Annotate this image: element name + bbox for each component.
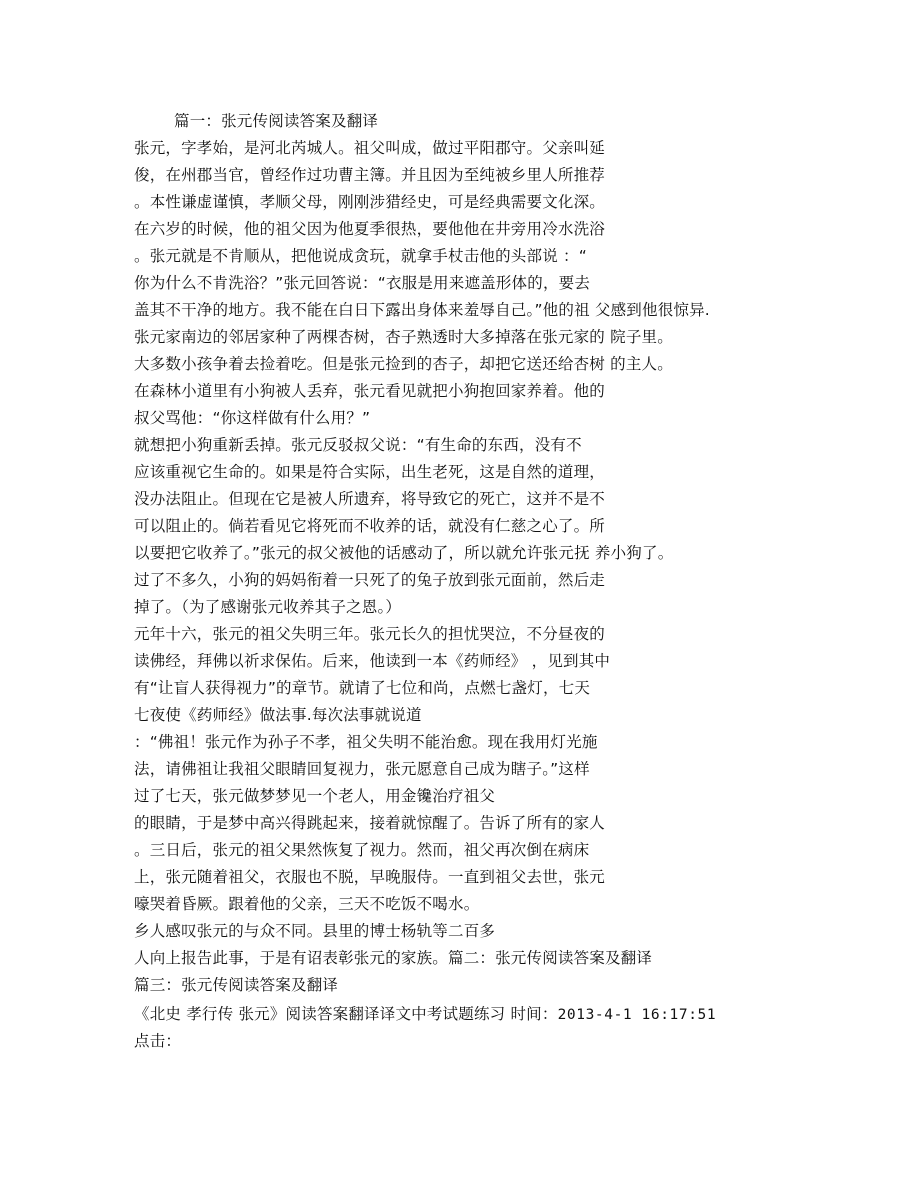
body-line: 。张元就是不肯顺从，把他说成贪玩，就拿手杖击他的头部说 ：“ [134, 247, 587, 265]
body-line: 盖其不干净的地方。我不能在白日下露出身体来羞辱自己。”他的祖 父感到他很惊异. [134, 301, 710, 319]
body-line: 的眼睛，于是梦中高兴得跳起来，接着就惊醒了。告诉了所有的家人 [134, 814, 606, 832]
body-line: 在六岁的时候，他的祖父因为他夏季很热，要他他在井旁用冷水洗浴 [134, 220, 606, 238]
body-line: 你为什么不肯洗浴？”张元回答说：“衣服是用来遮盖形体的，要去 [134, 274, 591, 292]
body-line: 叔父骂他：“你这样做有什么用？” [134, 409, 371, 427]
body-line: 读佛经，拜佛以祈求保佑。后来，他读到一本《药师经》 ，见到其中 [134, 652, 611, 670]
body-line: 法，请佛祖让我祖父眼睛回复视力，张元愿意自己成为瞎子。”这样 [134, 760, 590, 778]
body-line: 有“让盲人获得视力”的章节。就请了七位和尚，点燃七盏灯，七天 [134, 679, 591, 697]
body-line: 掉了。（为了感谢张元收养其子之恩。） [134, 598, 402, 616]
body-line: 张元，字孝始，是河北芮城人。祖父叫成，做过平阳郡守。父亲叫延 [134, 139, 606, 157]
body-line: 就想把小狗重新丢掉。张元反驳叔父说：“有生命的东西，没有不 [134, 436, 582, 454]
body-line: 大多数小孩争着去捡着吃。但是张元捡到的杏子，却把它送还给杏树 的主人。 [134, 355, 673, 373]
body-line: 过了不多久，小狗的妈妈衔着一只死了的兔子放到张元面前，然后走 [134, 571, 606, 589]
clicks-label: 点击： [134, 1032, 182, 1050]
body-line: 。三日后，张元的祖父果然恢复了视力。然而，祖父再次倒在病床 [134, 841, 590, 859]
body-line: 没办法阻止。但现在它是被人所遗弃，将导致它的死亡，这并不是不 [134, 490, 606, 508]
body-line: 人向上报告此事，于是有诏表彰张元的家族。篇二：张元传阅读答案及翻译 [134, 949, 653, 967]
body-line: 张元家南边的邻居家种了两棵杏树，杏子熟透时大多掉落在张元家的 院子里。 [134, 328, 673, 346]
body-line: 应该重视它生命的。如果是符合实际，出生老死，这是自然的道理， [134, 463, 606, 481]
body-line: 可以阻止的。倘若看见它将死而不收养的话，就没有仁慈之心了。所 [134, 517, 606, 535]
body-line: 嚎哭着昏厥。跟着他的父亲，三天不吃饭不喝水。 [134, 895, 480, 913]
body-line: 在森林小道里有小狗被人丢弃，张元看见就把小狗抱回家养着。他的 [134, 382, 606, 400]
source-title: 《北史 孝行传 张元》阅读答案翻译译文中考试题练习 时间： [134, 1005, 558, 1023]
heading-part-one: 篇一：张元传阅读答案及翻译 [174, 112, 379, 130]
source-time: 2013-4-1 16:17:51 [557, 1007, 717, 1023]
body-line: 以要把它收养了。”张元的叔父被他的话感动了，所以就允许张元抚 养小狗了。 [134, 544, 674, 562]
body-line: 。本性谦虚谨慎，孝顺父母，刚刚涉猎经史，可是经典需要文化深。 [134, 193, 606, 211]
body-line: ：“佛祖！张元作为孙子不孝，祖父失明不能治愈。现在我用灯光施 [134, 733, 598, 751]
source-line [134, 1004, 716, 1025]
body-line: 过了七天，张元做梦梦见一个老人，用金镵治疗祖父 [134, 787, 496, 805]
body-line: 七夜使《药师经》做法事.每次法事就说道 [134, 706, 422, 724]
body-line: 元年十六，张元的祖父失明三年。张元长久的担忧哭泣，不分昼夜的 [134, 625, 606, 643]
body-line: 俊，在州郡当官，曾经作过功曹主簿。并且因为至纯被乡里人所推荐 [134, 166, 606, 184]
body-line: 乡人感叹张元的与众不同。县里的博士杨轨等二百多 [134, 922, 496, 940]
body-line: 上，张元随着祖父，衣服也不脱，早晚服侍。一直到祖父去世，张元 [134, 868, 606, 886]
heading-part-three: 篇三：张元传阅读答案及翻译 [134, 976, 339, 994]
